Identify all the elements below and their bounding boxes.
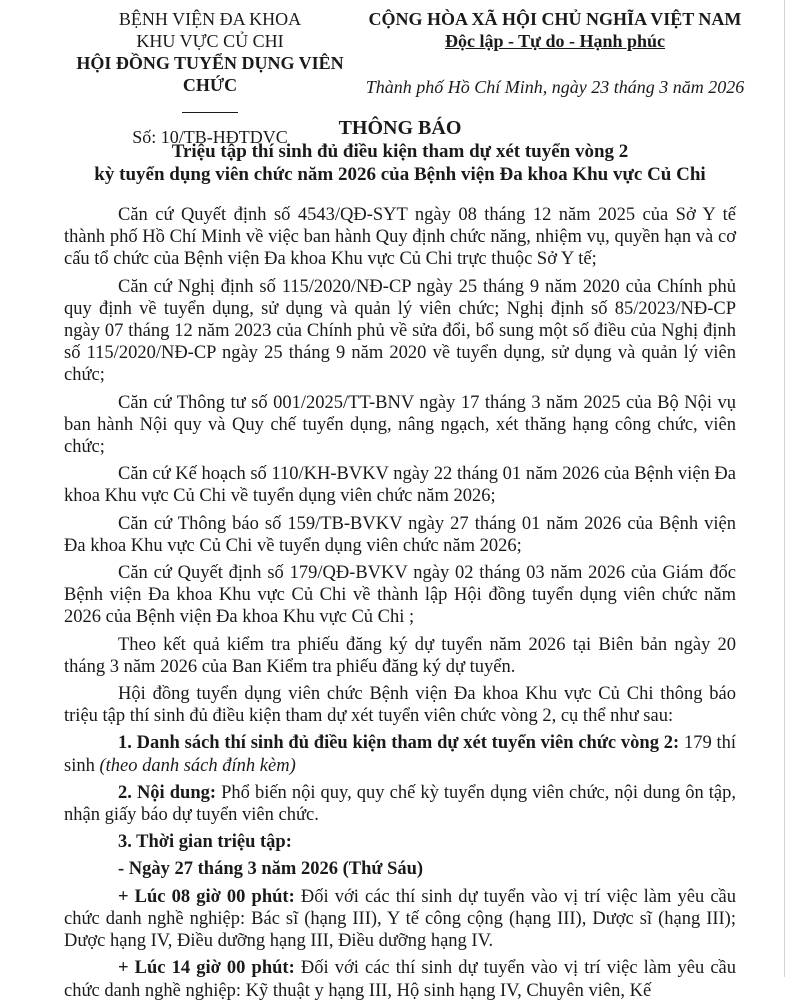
afternoon-session-time: + Lúc 14 giờ 00 phút: (118, 958, 295, 979)
legal-basis-6: Căn cứ Quyết định số 179/QĐ-BVKV ngày 02 tháng 03 năm 2026 của Giám đốc Bệnh viện Đa khoa Khu vực Củ Chi về thành lập Hội đồng tuyển dụng viên chức năm 2026 của Bệnh viện Đa khoa Khu vực Củ Chi ; (64, 563, 736, 628)
issuer-underline (60, 96, 360, 118)
issuer-line-2: KHU VỰC CỦ CHI (136, 31, 284, 51)
afternoon-session (64, 957, 736, 1001)
section-candidate-list (64, 732, 736, 776)
summons-date: - Ngày 27 tháng 3 năm 2026 (Thứ Sáu) (118, 859, 424, 880)
section-2-text: Phổ biến nội quy, quy chế kỳ tuyển dụng viên chức, nội dung ôn tập, nhận giấy báo dự tuyển viên chức. (64, 782, 736, 826)
document-number: Số: 10/TB-HĐTDVC (132, 127, 288, 147)
afternoon-session-text: Đối với các thí sinh dự tuyển vào vị trí việc làm yêu cầu chức danh nghề nghiệp: Kỹ thuật y hạng III, Hộ sinh hạng IV, Chuyên viên, Kế (64, 958, 736, 1001)
section-3-label: 3. Thời gian triệu tập: (118, 832, 292, 853)
document-title (40, 116, 760, 186)
inspection-result: Theo kết quả kiểm tra phiếu đăng ký dự tuyển năm 2026 tại Biên bản ngày 20 tháng 3 năm 2026 của Ban Kiểm tra phiếu đăng ký dự tuyển. (64, 634, 736, 677)
attachment-note: (theo danh sách đính kèm) (99, 755, 296, 776)
morning-session-text: Đối với các thí sinh dự tuyển vào vị trí việc làm yêu cầu chức danh nghề nghiệp: Bác sĩ (hạng III), Y tế công cộng (hạng III), Dược sĩ (hạng III); Dược hạng IV, Điều dưỡng hạng III, Điều dưỡng hạng IV. (64, 886, 736, 952)
title-subject-line-2: kỳ tuyển dụng viên chức năm 2026 của Bệnh viện Đa khoa Khu vực Củ Chi (94, 164, 706, 185)
legal-basis-2: Căn cứ Nghị định số 115/2020/NĐ-CP ngày 25 tháng 9 năm 2020 của Chính phủ quy định về tuyển dụng, sử dụng và quản lý viên chức; Nghị định số 85/2023/NĐ-CP ngày 07 tháng 12 năm 2023 của Chính phủ về sửa đổi, bổ sung một số điều của Nghị định số 115/2020/NĐ-CP ngày 25 tháng 9 năm 2020 về tuyển dụng, sử dụng và quản lý viên chức; (64, 276, 736, 386)
section-1-label: 1. Danh sách thí sinh đủ điều kiện tham dự xét tuyển viên chức vòng 2: (118, 733, 680, 754)
morning-session (64, 886, 736, 953)
issuer-council: HỘI ĐỒNG TUYỂN DỤNG VIÊN CHỨC (76, 53, 344, 95)
legal-basis-1: Căn cứ Quyết định số 4543/QĐ-SYT ngày 08 tháng 12 năm 2025 của Sở Y tế thành phố Hồ Chí Minh về việc ban hành Quy định chức năng, nhiệm vụ, quyền hạn và cơ cấu tổ chức của Bệnh viện Đa khoa Khu vực Củ Chi trực thuộc Sở Y tế; (64, 205, 736, 270)
announcement-intro: Hội đồng tuyển dụng viên chức Bệnh viện Đa khoa Khu vực Củ Chi thông báo triệu tập thí sinh đủ điều kiện tham dự xét tuyển viên chức vòng 2, cụ thể như sau: (64, 684, 736, 727)
candidate-count: 179 thí sinh (64, 733, 736, 776)
title-main: THÔNG BÁO (338, 117, 462, 139)
national-motto: Độc lập - Tự do - Hạnh phúc (444, 31, 666, 51)
title-subject-line-1: Triệu tập thí sinh đủ điều kiện tham dự xét tuyển vòng 2 (171, 141, 629, 162)
nation-name: CỘNG HÒA XÃ HỘI CHỦ NGHĨA VIỆT NAM (368, 9, 742, 29)
section-2-label: 2. Nội dung: (118, 782, 217, 803)
section-content (64, 782, 736, 826)
legal-basis-3: Căn cứ Thông tư số 001/2025/TT-BNV ngày 17 tháng 3 năm 2025 của Bộ Nội vụ ban hành Nội quy và Quy chế tuyển dụng, nâng ngạch, xét thăng hạng công chức, viên chức; (64, 392, 736, 458)
page-edge-line (784, 0, 785, 977)
issuer-line-1: BỆNH VIỆN ĐA KHOA (118, 9, 302, 29)
national-header (345, 8, 765, 98)
legal-basis-4: Căn cứ Kế hoạch số 110/KH-BVKV ngày 22 tháng 01 năm 2026 của Bệnh viện Đa khoa Khu vực Củ Chi về tuyển dụng viên chức năm 2026; (64, 464, 736, 507)
morning-session-time: + Lúc 08 giờ 00 phút: (118, 886, 295, 907)
legal-basis-5: Căn cứ Thông báo số 159/TB-BVKV ngày 27 tháng 01 năm 2026 của Bệnh viện Đa khoa Khu vực Củ Chi về tuyển dụng viên chức năm 2026; (64, 513, 736, 556)
document-body (64, 204, 736, 1007)
place-and-date: Thành phố Hồ Chí Minh, ngày 23 tháng 3 năm 2026 (365, 77, 745, 97)
